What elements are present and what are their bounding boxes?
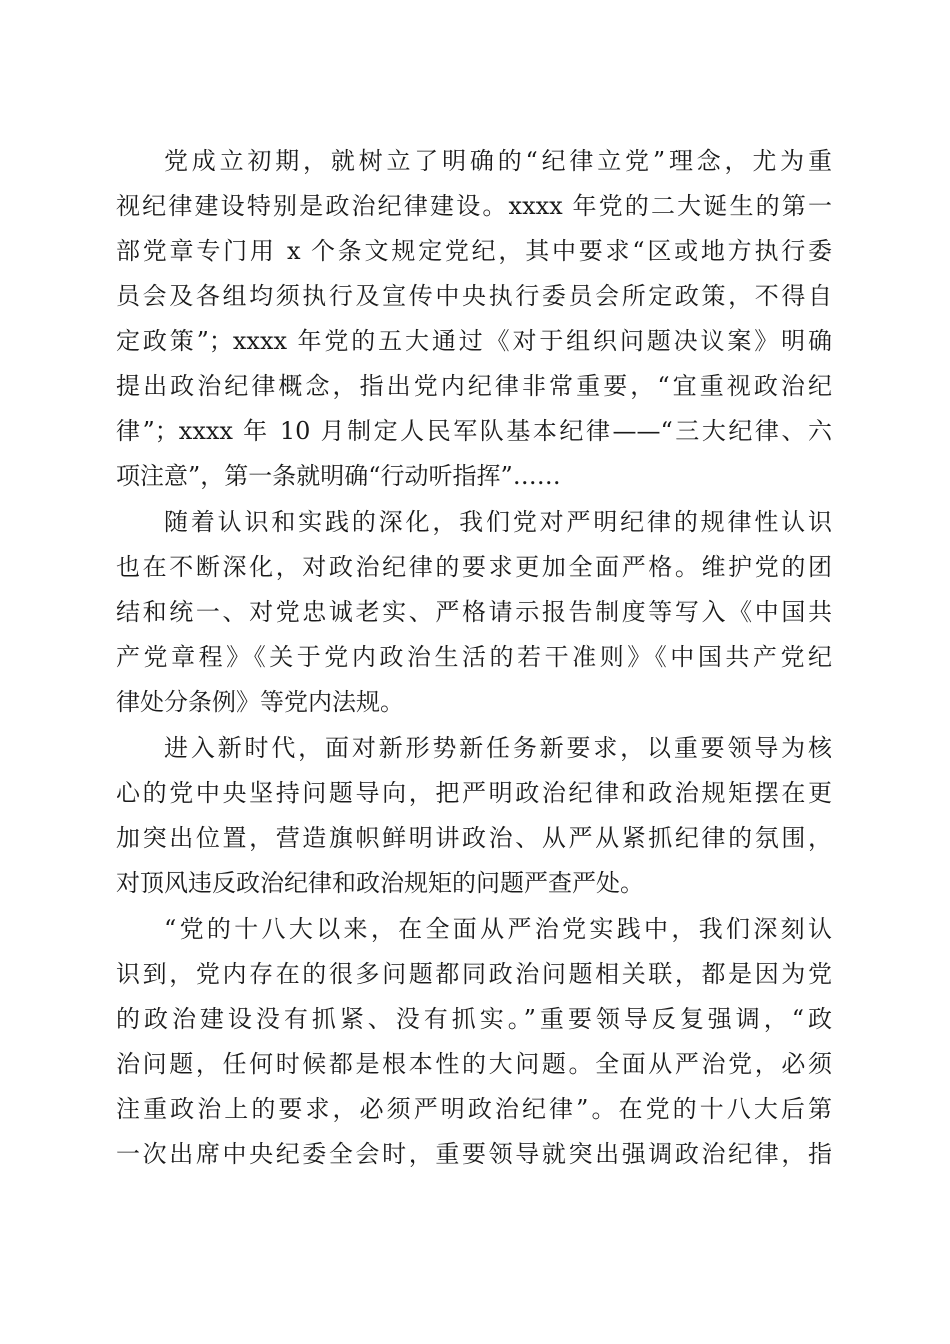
- text-line: 律处分条例》等党内法规。: [116, 688, 404, 716]
- text-line: 的政治建设没有抓紧、没有抓实。”重要领导反复强调，“政: [116, 1005, 832, 1033]
- text-line: 随着认识和实践的深化，我们党对严明纪律的规律性认识: [164, 508, 832, 536]
- text-line: 员会及各组均须执行及宣传中央执行委员会所定政策，不得自: [116, 282, 832, 310]
- text-line: 也在不断深化，对政治纪律的要求更加全面严格。维护党的团: [116, 553, 832, 581]
- text-line: 进入新时代，面对新形势新任务新要求，以重要领导为核: [164, 734, 832, 762]
- text-line: 项注意”，第一条就明确“行动听指挥”……: [116, 462, 561, 490]
- text-line: 加突出位置，营造旗帜鲜明讲政治、从严从紧抓纪律的氛围，: [116, 824, 832, 852]
- text-line: 党成立初期，就树立了明确的“纪律立党”理念，尤为重: [164, 147, 832, 175]
- text-line: 定政策”；xxxx 年党的五大通过《对于组织问题决议案》明确: [116, 327, 832, 355]
- paragraph-eighteenth-congress: [116, 907, 832, 1177]
- text-line: 治问题，任何时候都是根本性的大问题。全面从严治党，必须: [116, 1050, 832, 1078]
- text-line: 律”；xxxx 年 10 月制定人民军队基本纪律——“三大纪律、六: [116, 417, 832, 445]
- text-line: 提出政治纪律概念，指出党内纪律非常重要，“宜重视政治纪: [116, 372, 832, 400]
- text-line: 部党章专门用 x 个条文规定党纪，其中要求“区或地方执行委: [116, 237, 832, 265]
- text-line: 产党章程》《关于党内政治生活的若干准则》《中国共产党纪: [116, 643, 832, 671]
- text-line: 注重政治上的要求，必须严明政治纪律”。在党的十八大后第: [116, 1095, 832, 1123]
- text-line: 心的党中央坚持问题导向，把严明政治纪律和政治规矩摆在更: [116, 779, 832, 807]
- text-line: 视纪律建设特别是政治纪律建设。xxxx 年党的二大诞生的第一: [116, 192, 832, 220]
- text-line: 对顶风违反政治纪律和政治规矩的问题严查严处。: [116, 869, 644, 897]
- document-body: [116, 139, 832, 1178]
- paragraph-party-founding: [116, 139, 832, 499]
- paragraph-new-era: [116, 726, 832, 906]
- text-line: 结和统一、对党忠诚老实、严格请示报告制度等写入《中国共: [116, 598, 832, 626]
- text-line: 识到，党内存在的很多问题都同政治问题相关联，都是因为党: [116, 960, 832, 988]
- text-line: 一次出席中央纪委全会时，重要领导就突出强调政治纪律，指: [116, 1140, 832, 1168]
- paragraph-deepening-understanding: [116, 500, 832, 725]
- text-line: “党的十八大以来，在全面从严治党实践中，我们深刻认: [164, 915, 832, 943]
